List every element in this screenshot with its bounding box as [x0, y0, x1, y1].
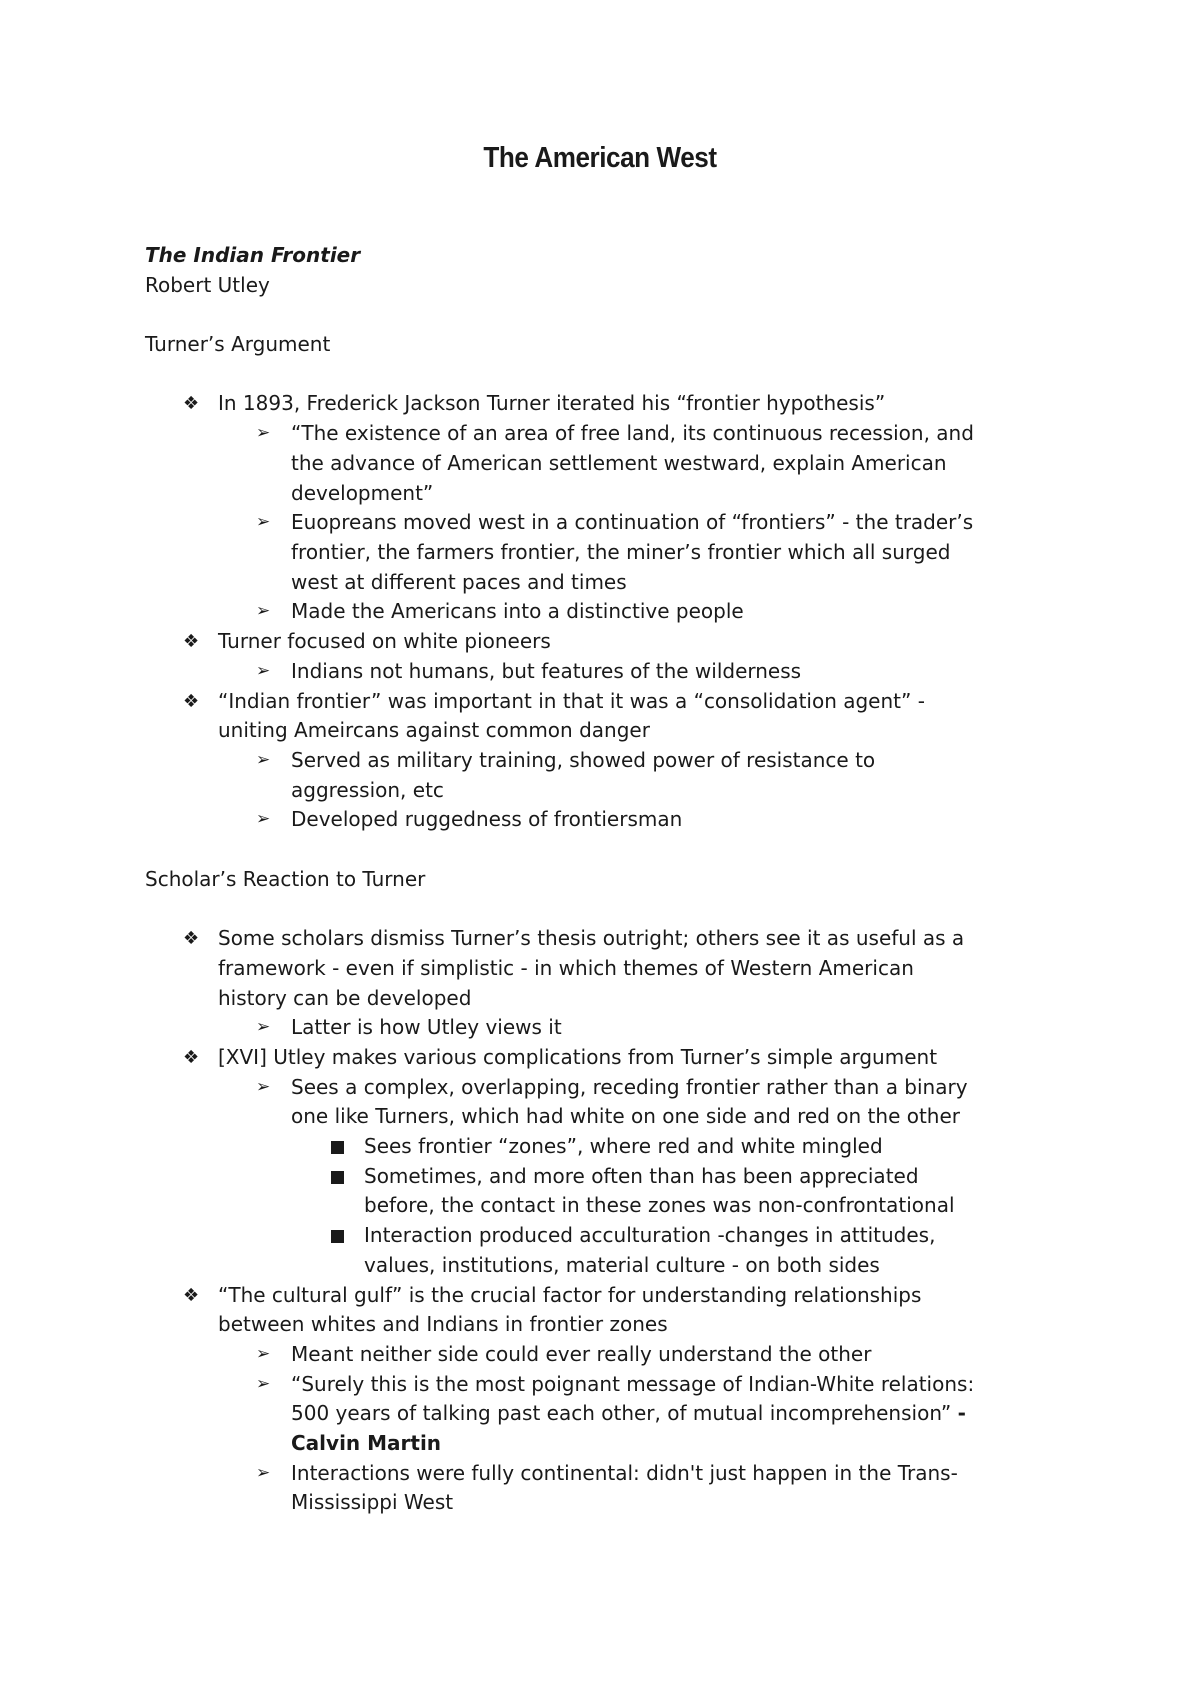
- list-item-text: “Indian frontier” was important in that it was a “consolidation agent” -: [218, 688, 925, 713]
- square-bullet-icon: [331, 1171, 344, 1184]
- list-item-continuation: framework - even if simplistic - in which themes of Western American: [218, 955, 914, 980]
- list-item: [145, 1043, 1075, 1073]
- list-item: [145, 389, 1075, 419]
- list-item-text: “The cultural gulf” is the crucial factor for understanding relationships: [218, 1282, 922, 1307]
- list-item: [145, 746, 1075, 776]
- section-heading-scholars-reaction: Scholar’s Reaction to Turner: [145, 866, 426, 891]
- list-item-text: Interactions were fully continental: didn't just happen in the Trans-: [291, 1460, 958, 1485]
- quote-text: 500 years of talking past each other, of mutual incomprehension”: [291, 1401, 958, 1426]
- list-item-continuation: Mississippi West: [291, 1490, 454, 1515]
- list-item-continuation: frontier, the farmers frontier, the miner’s frontier which all surged: [291, 540, 951, 564]
- list-item: [145, 1073, 1075, 1103]
- list-item-continuation: before, the contact in these zones was non-confrontational: [364, 1193, 955, 1218]
- author-line: Robert Utley: [145, 272, 270, 297]
- list-item: [145, 805, 1075, 835]
- list-item-text: Developed ruggedness of frontiersman: [291, 807, 683, 832]
- list-item-continuation: aggression, etc: [291, 777, 444, 802]
- list-item: [145, 508, 1075, 538]
- diamond-bullet-icon: ❖: [183, 690, 200, 712]
- arrow-bullet-icon: ➢: [256, 809, 271, 830]
- diamond-bullet-icon: ❖: [183, 928, 200, 950]
- list-item: [145, 1162, 1075, 1192]
- list-item: [145, 1013, 1075, 1043]
- list-item-text: Made the Americans into a distinctive people: [291, 599, 744, 624]
- list-item: [145, 1459, 1075, 1489]
- list-item-continuation: values, institutions, material culture - on both sides: [364, 1252, 880, 1277]
- quote-author: Calvin Martin: [291, 1431, 442, 1456]
- list-item: [145, 687, 1075, 717]
- list-item: [145, 419, 1075, 449]
- square-bullet-icon: [331, 1230, 344, 1243]
- square-bullet-icon: [331, 1141, 344, 1154]
- list-item: [145, 597, 1075, 627]
- document-body: [145, 241, 1075, 1518]
- section-heading-turners-argument: Turner’s Argument: [145, 332, 331, 357]
- list-item-continuation: uniting Ameircans against common danger: [218, 718, 650, 743]
- arrow-bullet-icon: ➢: [256, 1373, 271, 1394]
- quote-dash: -: [957, 1401, 966, 1426]
- list-item-continuation: between whites and Indians in frontier zones: [218, 1312, 668, 1337]
- list-item-text: Served as military training, showed power of resistance to: [291, 747, 876, 772]
- arrow-bullet-icon: ➢: [256, 423, 271, 444]
- list-item-text: Sees frontier “zones”, where red and white mingled: [364, 1134, 883, 1159]
- list-item-text: Meant neither side could ever really understand the other: [291, 1341, 872, 1366]
- arrow-bullet-icon: ➢: [256, 601, 271, 622]
- list-item: [145, 1281, 1075, 1311]
- list-item-text: In 1893, Frederick Jackson Turner iterated his “frontier hypothesis”: [218, 391, 886, 416]
- list-item: [145, 1340, 1075, 1370]
- list-item-continuation: history can be developed: [218, 985, 472, 1010]
- list-item-text: Sees a complex, overlapping, receding frontier rather than a binary: [291, 1074, 968, 1099]
- list-item-text: “Surely this is the most poignant message of Indian-White relations:: [291, 1371, 975, 1396]
- list-item-text: [XVI] Utley makes various complications from Turner’s simple argument: [218, 1044, 938, 1069]
- diamond-bullet-icon: ❖: [183, 393, 200, 415]
- diamond-bullet-icon: ❖: [183, 631, 200, 653]
- diamond-bullet-icon: ❖: [183, 1046, 200, 1068]
- list-item: [145, 657, 1075, 687]
- list-item: [145, 1132, 1075, 1162]
- list-item-text: Latter is how Utley views it: [291, 1015, 562, 1040]
- arrow-bullet-icon: ➢: [256, 1076, 271, 1097]
- arrow-bullet-icon: ➢: [256, 660, 271, 681]
- list-item-continuation: west at different paces and times: [291, 569, 627, 594]
- list-item: [145, 627, 1075, 657]
- list-item-text: Indians not humans, but features of the wilderness: [291, 658, 802, 683]
- list-item-continuation: development”: [291, 480, 434, 505]
- list-item: [145, 1370, 1075, 1400]
- list-item-text: Some scholars dismiss Turner’s thesis outright; others see it as useful as a: [218, 926, 965, 951]
- list-item-continuation: [145, 1399, 1075, 1429]
- list-item-text: Turner focused on white pioneers: [218, 629, 551, 654]
- arrow-bullet-icon: ➢: [256, 1462, 271, 1483]
- list-item: [145, 924, 1075, 954]
- document-title: The American West: [483, 142, 717, 174]
- list-item-text: Sometimes, and more often than has been appreciated: [364, 1163, 919, 1188]
- list-item-text: Interaction produced acculturation -changes in attitudes,: [364, 1223, 936, 1248]
- list-item-continuation: one like Turners, which had white on one side and red on the other: [291, 1104, 961, 1129]
- arrow-bullet-icon: ➢: [256, 512, 271, 533]
- list-item: [145, 1221, 1075, 1251]
- arrow-bullet-icon: ➢: [256, 1017, 271, 1038]
- arrow-bullet-icon: ➢: [256, 1343, 271, 1364]
- diamond-bullet-icon: ❖: [183, 1284, 200, 1306]
- list-item-continuation: the advance of American settlement westward, explain American: [291, 450, 947, 475]
- arrow-bullet-icon: ➢: [256, 749, 271, 770]
- list-item-text: Euopreans moved west in a continuation of “frontiers” - the trader’s: [291, 510, 974, 535]
- book-title: The Indian Frontier: [145, 243, 361, 267]
- list-item-text: “The existence of an area of free land, its continuous recession, and: [291, 421, 974, 446]
